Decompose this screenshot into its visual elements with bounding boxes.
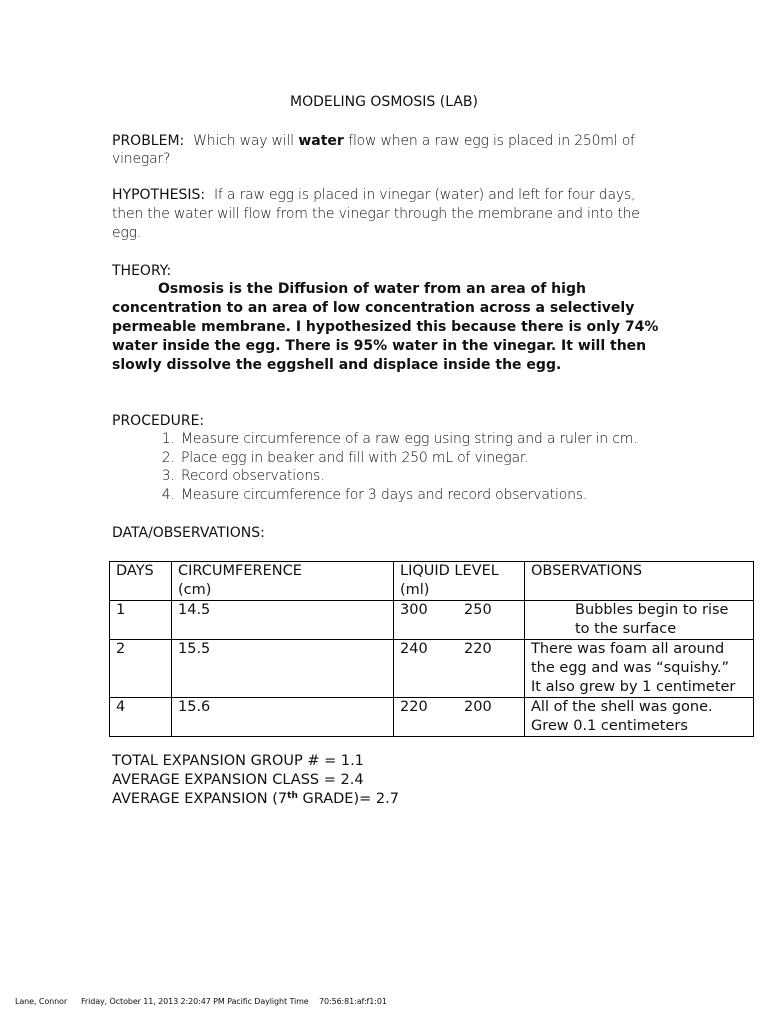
totals-block <box>112 752 399 809</box>
problem-line-2: vinegar? <box>112 151 171 167</box>
hypothesis-line-1 <box>112 186 635 205</box>
procedure-list <box>157 430 637 504</box>
cell-observation: There was foam all around the egg and was “squishy.” It also grew by 1 centimeter <box>525 640 754 698</box>
header-liquid-level: LIQUID LEVEL (ml) <box>394 562 525 601</box>
cell-day: 1 <box>110 601 172 640</box>
problem-text-pre: Which way will <box>193 133 294 149</box>
cell-circumference: 15.5 <box>172 640 394 698</box>
cell-liquid-level: 220 200 <box>394 698 525 737</box>
cell-liquid-level: 240 220 <box>394 640 525 698</box>
problem-label: PROBLEM: <box>112 133 185 149</box>
cell-day: 2 <box>110 640 172 698</box>
footer-date: Friday, October 11, 2013 2:20:47 PM Pacific Daylight Time <box>81 997 309 1006</box>
average-expansion-grade: AVERAGE EXPANSION (7th GRADE)= 2.7 <box>112 791 399 807</box>
table-row <box>110 698 754 737</box>
procedure-step: 1. Measure circumference of a raw egg using string and a ruler in cm. <box>179 430 637 449</box>
header-circumference: CIRCUMFERENCE (cm) <box>172 562 394 601</box>
footer-id: 70:56:81:af:f1:01 <box>319 997 387 1006</box>
procedure-label: PROCEDURE: <box>112 413 205 429</box>
cell-liquid-level: 300 250 <box>394 601 525 640</box>
table-row <box>110 640 754 698</box>
cell-day: 4 <box>110 698 172 737</box>
cell-circumference: 14.5 <box>172 601 394 640</box>
observations-table <box>109 561 754 737</box>
theory-line-1: Osmosis is the Diffusion of water from an area of high <box>158 281 586 297</box>
footer-name: Lane, Connor <box>15 997 68 1006</box>
problem-line-1 <box>112 132 635 151</box>
hypothesis-text: If a raw egg is placed in vinegar (water) and left for four days, <box>214 187 636 203</box>
theory-line-5: slowly dissolve the eggshell and displace inside the egg. <box>112 357 562 373</box>
total-expansion-group: TOTAL EXPANSION GROUP # = 1.1 <box>112 753 364 769</box>
hypothesis-label: HYPOTHESIS: <box>112 187 206 203</box>
cell-observation: All of the shell was gone. Grew 0.1 centimeters <box>525 698 754 737</box>
hypothesis-line-2: then the water will flow from the vinegar through the membrane and into the <box>112 206 640 222</box>
page-title: MODELING OSMOSIS (LAB) <box>289 94 478 110</box>
cell-observation: Bubbles begin to rise to the surface <box>525 601 754 640</box>
hypothesis-line-3: egg. <box>112 225 142 241</box>
theory-line-3: permeable membrane. I hypothesized this because there is only 74% <box>112 319 659 335</box>
procedure-step: 3. Record observations. <box>179 467 637 486</box>
table-header-row <box>110 562 754 601</box>
theory-label: THEORY: <box>112 263 172 279</box>
average-expansion-class: AVERAGE EXPANSION CLASS = 2.4 <box>112 772 364 788</box>
header-observations: OBSERVATIONS <box>525 562 754 601</box>
theory-line-4: water inside the egg. There is 95% water in the vinegar. It will then <box>112 338 647 354</box>
header-days: DAYS <box>110 562 172 601</box>
cell-circumference: 15.6 <box>172 698 394 737</box>
problem-text-post: flow when a raw egg is placed in 250ml of <box>348 133 635 149</box>
theory-line-2: concentration to an area of low concentration across a selectively <box>112 300 635 316</box>
procedure-step: 2. Place egg in beaker and fill with 250 mL of vinegar. <box>179 449 637 468</box>
table-row <box>110 601 754 640</box>
procedure-step: 4. Measure circumference for 3 days and record observations. <box>179 486 637 505</box>
problem-text-bold: water <box>298 133 344 149</box>
data-label: DATA/OBSERVATIONS: <box>112 525 265 541</box>
